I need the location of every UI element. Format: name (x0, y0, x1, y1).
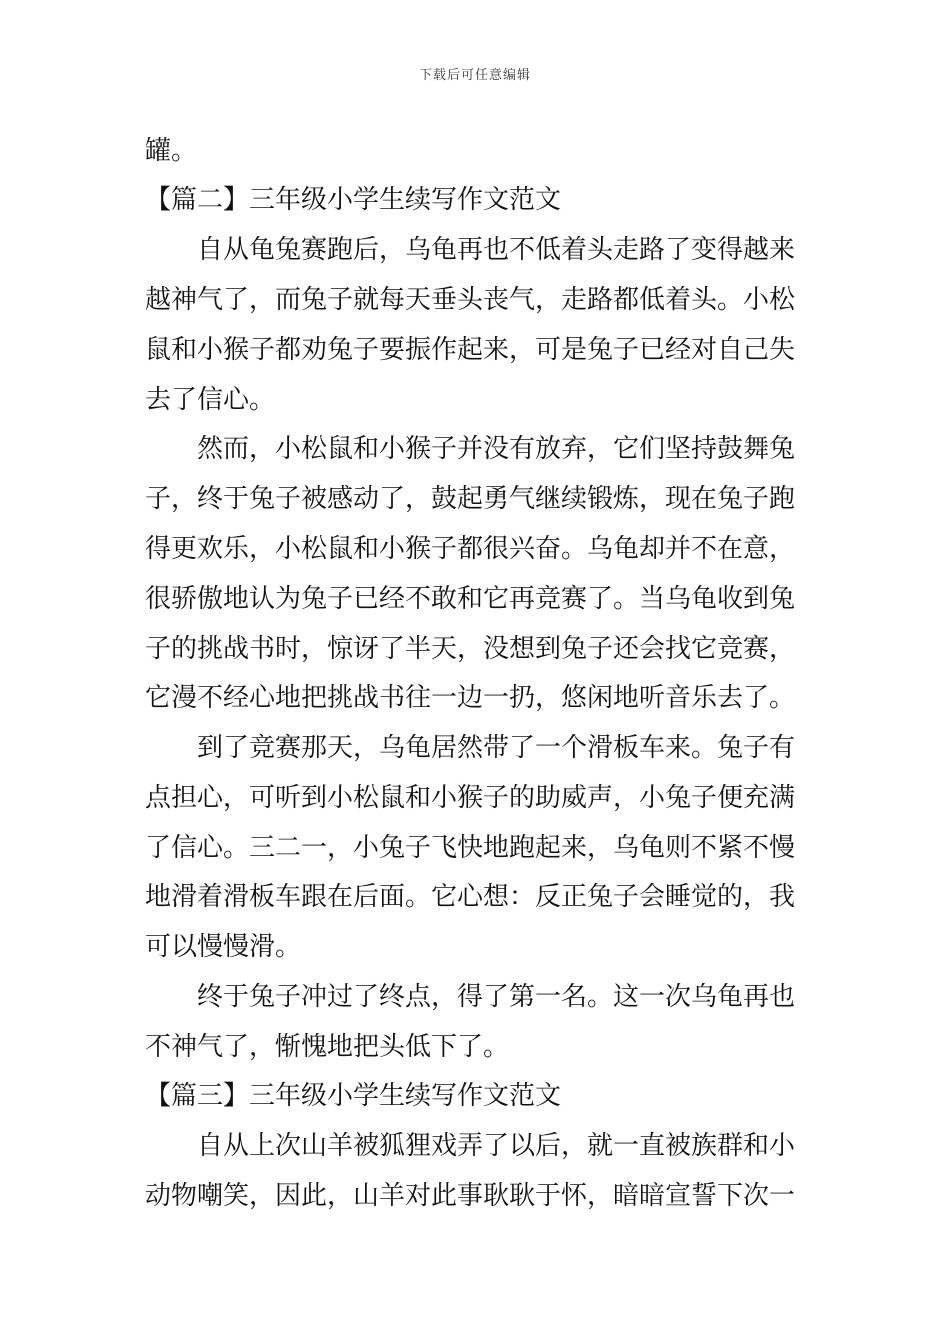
text-line: 地滑着滑板车跟在后面。它心想：反正兔子会睡觉的，我 (145, 882, 796, 912)
text-line: 终于兔子冲过了终点，得了第一名。这一次乌龟再也 (145, 982, 796, 1012)
text-line: 动物嘲笑，因此，山羊对此事耿耿于怀，暗暗宣誓下次一 (145, 1181, 796, 1211)
text-line: 可以慢慢滑。 (145, 932, 302, 962)
section-heading: 【篇二】三年级小学生续写作文范文 (145, 185, 562, 215)
text-line: 子，终于兔子被感动了，鼓起勇气继续锻炼，现在兔子跑 (145, 484, 796, 514)
text-line: 越神气了，而兔子就每天垂头丧气，走路都低着头。小松 (145, 285, 796, 315)
text-line: 得更欢乐，小松鼠和小猴子都很兴奋。乌龟却并不在意， (145, 534, 796, 564)
text-line: 了信心。三二一，小兔子飞快地跑起来，乌龟则不紧不慢 (145, 833, 796, 863)
text-line: 然而，小松鼠和小猴子并没有放弃，它们坚持鼓舞兔 (145, 434, 796, 464)
text-line: 它漫不经心地把挑战书往一边一扔，悠闲地听音乐去了。 (145, 683, 796, 713)
text-line: 自从龟兔赛跑后，乌龟再也不低着头走路了变得越来 (145, 235, 796, 265)
text-line: 鼠和小猴子都劝兔子要振作起来，可是兔子已经对自己失 (145, 335, 796, 365)
text-line: 罐。 (145, 136, 198, 166)
text-line: 去了信心。 (145, 385, 276, 415)
page-header-note: 下载后可任意编辑 (418, 68, 531, 83)
text-line: 子的挑战书时，惊讶了半天，没想到兔子还会找它竞赛， (145, 634, 796, 664)
text-line: 很骄傲地认为兔子已经不敢和它再竞赛了。当乌龟收到兔 (145, 584, 796, 614)
text-line: 不神气了，惭愧地把头低下了。 (145, 1032, 510, 1062)
text-line: 自从上次山羊被狐狸戏弄了以后，就一直被族群和小 (145, 1131, 796, 1161)
text-line: 到了竞赛那天，乌龟居然带了一个滑板车来。兔子有 (145, 733, 796, 763)
text-line: 点担心，可听到小松鼠和小猴子的助威声，小兔子便充满 (145, 783, 796, 813)
section-heading: 【篇三】三年级小学生续写作文范文 (145, 1081, 562, 1111)
